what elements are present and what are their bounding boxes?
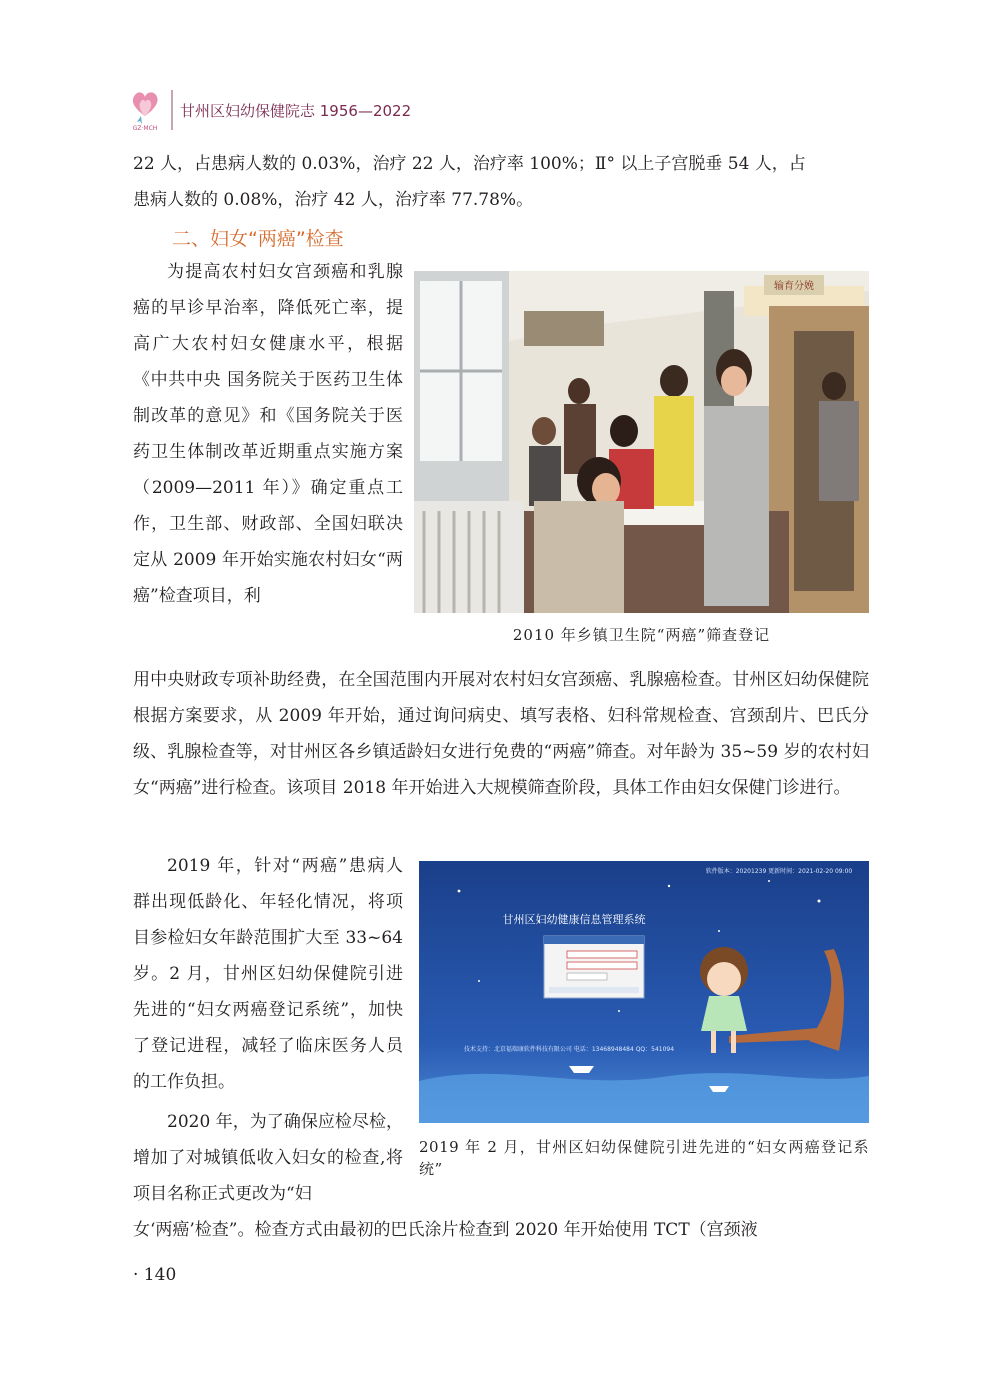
- section-heading: 二、妇女“两癌”检查: [172, 228, 344, 250]
- paragraph-line: 22 人，占患病人数的 0.03%，治疗 22 人，治疗率 100%；Ⅱ° 以上子宫脱垂 54 人，占: [133, 154, 806, 174]
- system-title: 甘州区妇幼健康信息管理系统: [502, 913, 646, 926]
- registration-system-screenshot: [419, 861, 869, 1123]
- paragraph-1-narrow: 为提高农村妇女宫颈癌和乳腺癌的早诊早治率，降低死亡率，提高广大农村妇女健康水平，根据《中共中央 国务院关于医药卫生体制改革的意见》和《国务院关于医药卫生体制改革近期重点实施方案（2009—2011 年）》确定重点工作，卫生部、财政部、全国妇联决定从 2009 年开始实施农村妇女“两癌”检查项目，利: [133, 262, 403, 606]
- paragraph-3-narrow: 2020 年，为了确保应检尽检，增加了对城镇低收入妇女的检查,将项目名称正式更改为“妇: [133, 1112, 403, 1204]
- figure-1-caption: 2010 年乡镇卫生院“两癌”筛查登记: [512, 626, 771, 644]
- page-number: · 140: [133, 1265, 177, 1285]
- logo-text: GZ·MCH: [132, 125, 158, 132]
- running-header-title: 甘州区妇幼保健院志 1956—2022: [180, 102, 412, 120]
- paragraph-1-wide: 用中央财政专项补助经费，在全国范围内开展对农村妇女宫颈癌、乳腺癌检查。甘州区妇幼保健院根据方案要求，从 2009 年开始，通过询问病史、填写表格、妇科常规检查、宫颈刮片、巴氏分级、乳腺检查等，对甘州区各乡镇适龄妇女进行免费的“两癌”筛查。对年龄为 35~59 岁的农村妇女“两癌”进行检查。该项目 2018 年开始进入大规模筛查阶段，具体工作由妇女保健门诊进行。: [133, 670, 869, 798]
- hospital-logo: [128, 86, 162, 132]
- paragraph-2-narrow: 2019 年，针对“两癌”患病人群出现低龄化、年轻化情况，将项目参检妇女年龄范围扩大至 33~64 岁。2 月，甘州区妇幼保健院引进先进的“妇女两癌登记系统”，加快了登记进程，减轻了临床医务人员的工作负担。: [133, 856, 403, 1092]
- screening-registration-photo: [414, 271, 869, 613]
- figure-2-caption: 2019 年 2 月，甘州区妇幼保健院引进先进的“妇女两癌登记系统”: [419, 1138, 869, 1178]
- system-version-info: 软件版本：20201239 更新时间：2021-02-20 09:00: [705, 868, 853, 875]
- header-divider: [171, 90, 173, 130]
- paragraph-line: 患病人数的 0.08%，治疗 42 人，治疗率 77.78%。: [133, 190, 534, 210]
- door-sign-text: 输育分娩: [774, 281, 814, 292]
- paragraph-3-wide: 女‘两癌’检查”。检查方式由最初的巴氏涂片检查到 2020 年开始使用 TCT（宫颈液: [133, 1220, 758, 1240]
- system-support-info: 技术支持：北京福瑞康软件科技有限公司 电话：13468948484 QQ：541094: [463, 1046, 675, 1053]
